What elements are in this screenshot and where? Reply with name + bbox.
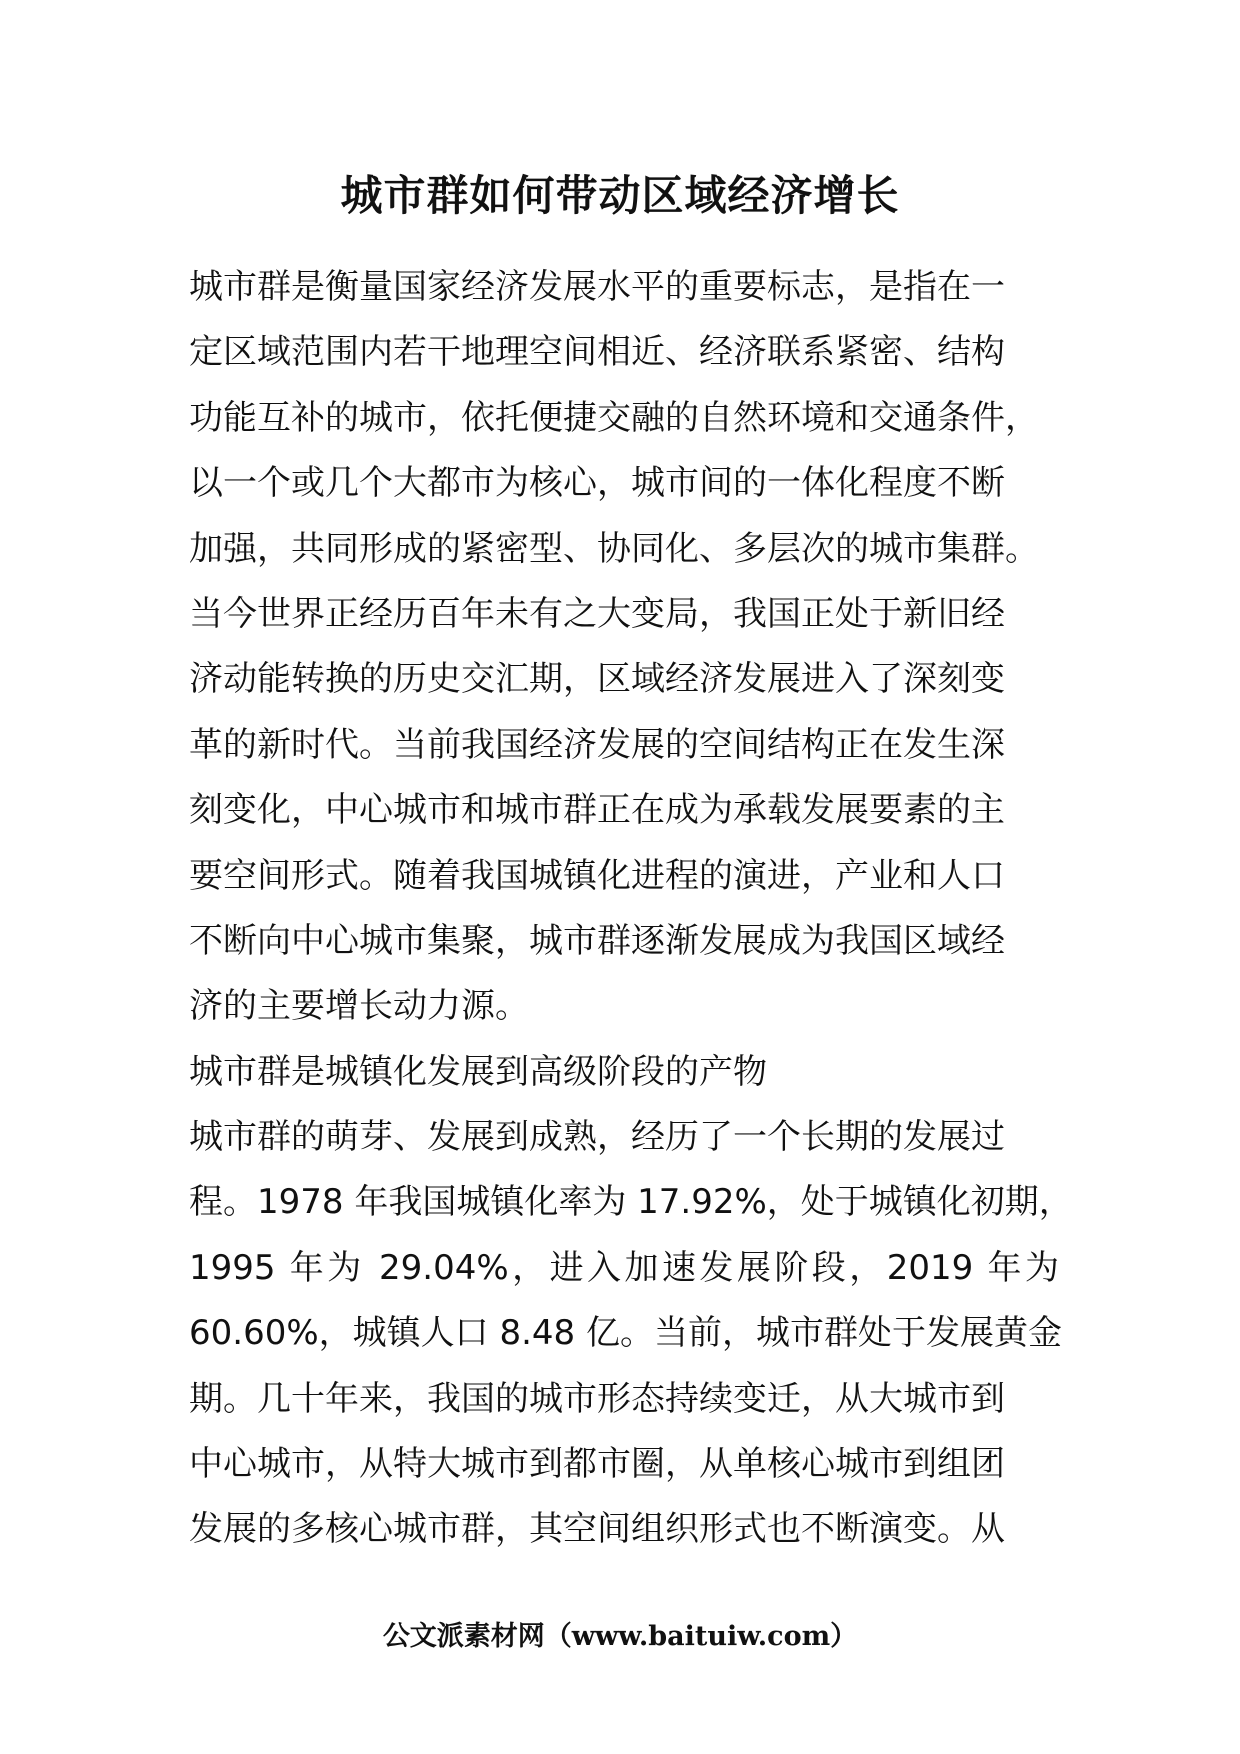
body-line: 1995 年为 29.04%，进入加速发展阶段，2019 年为 xyxy=(189,1247,1059,1288)
body-line: 加强，共同形成的紧密型、协同化、多层次的城市集群。 xyxy=(189,528,1039,569)
body-line: 要空间形式。随着我国城镇化进程的演进，产业和人口 xyxy=(189,855,1005,896)
body-line: 中心城市，从特大城市到都市圈，从单核心城市到组团 xyxy=(189,1444,1005,1485)
footer-watermark: 公文派素材网（www.baituiw.com） xyxy=(382,1621,858,1652)
body-line: 刻变化，中心城市和城市群正在成为承载发展要素的主 xyxy=(189,790,1005,831)
body-line: 定区域范围内若干地理空间相近、经济联系紧密、结构 xyxy=(189,332,1005,373)
body-line: 济的主要增长动力源。 xyxy=(189,986,529,1027)
body-line: 以一个或几个大都市为核心，城市间的一体化程度不断 xyxy=(189,463,1005,504)
body-line: 功能互补的城市，依托便捷交融的自然环境和交通条件， xyxy=(189,397,1039,438)
body-line: 期。几十年来，我国的城市形态持续变迁，从大城市到 xyxy=(189,1378,1005,1419)
body-line: 发展的多核心城市群，其空间组织形式也不断演变。从 xyxy=(189,1509,1005,1550)
body-line: 城市群是衡量国家经济发展水平的重要标志，是指在一 xyxy=(189,267,1005,307)
document-title: 城市群如何带动区域经济增长 xyxy=(340,171,900,220)
body-line: 城市群的萌芽、发展到成熟，经历了一个长期的发展过 xyxy=(189,1117,1005,1158)
body-line: 济动能转换的历史交汇期，区域经济发展进入了深刻变 xyxy=(189,659,1005,700)
document-body xyxy=(189,255,1073,1563)
body-line: 60.60%，城镇人口 8.48 亿。当前，城市群处于发展黄金 xyxy=(189,1313,1062,1354)
body-line: 当今世界正经历百年未有之大变局，我国正处于新旧经 xyxy=(189,593,1005,634)
body-line: 程。1978 年我国城镇化率为 17.92%，处于城镇化初期， xyxy=(189,1182,1073,1223)
section-heading: 城市群是城镇化发展到高级阶段的产物 xyxy=(189,1051,767,1092)
body-line: 不断向中心城市集聚，城市群逐渐发展成为我国区域经 xyxy=(189,920,1005,961)
body-line: 革的新时代。当前我国经济发展的空间结构正在发生深 xyxy=(189,724,1005,765)
